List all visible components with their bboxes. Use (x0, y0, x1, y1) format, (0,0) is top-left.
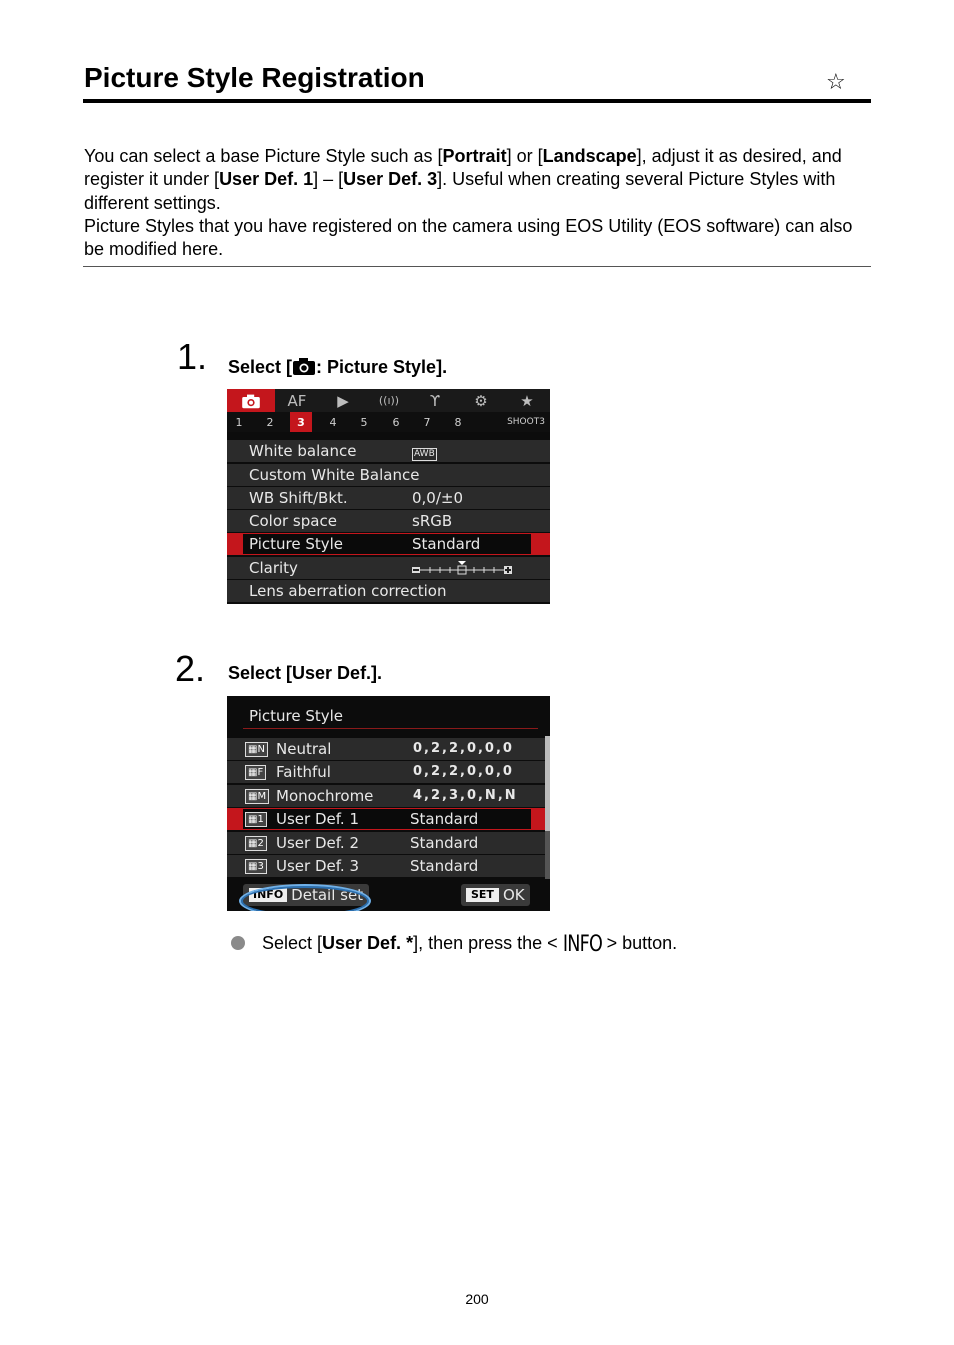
tab-my-menu[interactable]: ★ (520, 391, 534, 410)
shoot-label: SHOOT3 (507, 417, 545, 427)
subtab-5[interactable]: 5 (360, 415, 368, 429)
style-badge-icon: ▦F (245, 765, 266, 780)
style-badge-icon: ▦M (245, 789, 269, 804)
intro-text-part: ] or [ (506, 146, 543, 166)
style-row-user-def-1[interactable] (227, 808, 545, 830)
badge-text: 1 (257, 814, 264, 825)
awb-icon: AWB (414, 449, 435, 459)
clarity-scale-icon (412, 561, 512, 575)
step-1-text-a: Select [ (228, 357, 293, 377)
subtab-7[interactable]: 7 (423, 415, 431, 429)
style-row-user-def-3[interactable] (227, 855, 545, 877)
tab-af[interactable]: AF (287, 391, 307, 410)
step-2-dot: . (195, 648, 206, 689)
style-label: Neutral (276, 740, 332, 758)
step-1-number: 1 (177, 336, 198, 377)
bullet-text-d: > button. (606, 933, 678, 953)
menu-row-label: White balance (249, 442, 357, 460)
camera-icon (241, 393, 261, 409)
menu-row-label: Color space (249, 512, 337, 530)
style-label: Monochrome (276, 787, 374, 805)
step-1-instruction (228, 356, 447, 378)
style-label: Faithful (276, 763, 331, 781)
menu-row-label: Clarity (249, 559, 298, 577)
tab-custom[interactable]: ⚙ (474, 391, 488, 410)
tab-playback[interactable]: ▶ (337, 391, 349, 410)
subtab-2[interactable]: 2 (266, 415, 274, 429)
step-1-text-b: : Picture Style]. (316, 357, 448, 377)
term-user-def-3: User Def. 3 (343, 169, 438, 190)
header-divider (243, 728, 538, 729)
subtab-3[interactable]: 3 (290, 412, 312, 432)
ok-button[interactable] (461, 884, 530, 906)
menu-row-picture-style[interactable] (227, 533, 550, 555)
step-2-number: 2 (175, 648, 196, 689)
bullet-icon (231, 936, 245, 950)
title-rule (83, 99, 871, 103)
menu-row-custom-wb[interactable] (227, 464, 550, 486)
badge-text: N (257, 744, 265, 755)
tab-shooting[interactable] (227, 389, 275, 412)
page-number: 200 (465, 1291, 489, 1307)
menu-row-white-balance[interactable] (227, 440, 550, 462)
subtab-4[interactable]: 4 (329, 415, 337, 429)
badge-text: F (257, 767, 264, 778)
intro-text-part: ] – [ (313, 169, 344, 190)
detail-set-label: Detail set (291, 886, 364, 904)
style-row-neutral[interactable] (227, 738, 545, 760)
bullet-text-a: Select [ (262, 933, 323, 953)
menu-row-label: WB Shift/Bkt. (249, 489, 348, 507)
term-user-def-any: User Def. * (322, 933, 414, 953)
picture-style-header (227, 696, 550, 732)
tab-wireless[interactable]: ((ı)) (378, 394, 400, 407)
menu-subtab-bar (227, 412, 550, 432)
star-icon: ☆ (826, 70, 846, 95)
menu-row-wb-shift[interactable] (227, 487, 550, 509)
menu-row-value: 0,0/±0 (412, 489, 464, 507)
menu-row-value: Standard (412, 535, 481, 553)
menu-row-label: Lens aberration correction (249, 582, 447, 600)
menu-row-label: Custom White Balance (249, 466, 420, 484)
style-badge-icon: ▦1 (245, 812, 267, 827)
badge-text: M (257, 791, 267, 802)
bullet-instruction (262, 932, 677, 957)
set-key-label: SET (466, 888, 499, 902)
style-row-faithful[interactable] (227, 761, 545, 783)
intro-text-part: ]. Useful when creating several Picture Styles with different settings. (84, 169, 836, 213)
style-badge-icon: ▦2 (245, 836, 267, 851)
subtab-1[interactable]: 1 (235, 415, 243, 429)
menu-row-label: Picture Style (249, 535, 344, 553)
style-base: Standard (410, 857, 479, 875)
menu-tab-bar (227, 389, 550, 412)
style-values: 4,2,3,0,N,N (413, 788, 518, 803)
style-badge-icon: ▦3 (245, 859, 267, 874)
intro-text-part: You can select a base Picture Style such as [ (84, 146, 443, 166)
menu-row-clarity[interactable] (227, 557, 550, 579)
style-values: 0,2,2,0,0,0 (413, 741, 514, 756)
step-1-dot: . (197, 336, 208, 377)
term-portrait: Portrait (442, 146, 507, 166)
info-button-icon: INFO (562, 932, 602, 957)
highlight-ring (239, 884, 371, 911)
subtab-8[interactable]: 8 (454, 415, 462, 429)
subtab-6[interactable]: 6 (392, 415, 400, 429)
intro-text (84, 145, 874, 261)
info-key-label: INFO (249, 888, 287, 902)
style-label: User Def. 3 (276, 857, 360, 875)
menu-row-lens-aberration[interactable] (227, 580, 550, 602)
tab-setup[interactable]: ϒ (429, 391, 441, 410)
camera-icon (292, 356, 316, 376)
style-row-monochrome[interactable] (227, 785, 545, 807)
intro-text-part: ], adjust it as desired, and register it under [ (84, 146, 842, 190)
bullet-text-c: ], then press the < (413, 933, 558, 953)
screen-title: Picture Style (249, 707, 344, 725)
style-label: User Def. 2 (276, 834, 360, 852)
ok-label: OK (502, 886, 525, 904)
page-title: Picture Style Registration (84, 62, 425, 93)
style-base: Standard (410, 810, 479, 828)
term-user-def-1: User Def. 1 (219, 169, 314, 190)
step-2-instruction: Select [User Def.]. (228, 663, 383, 683)
badge-text: 2 (257, 838, 264, 849)
style-row-user-def-2[interactable] (227, 832, 545, 854)
style-values: 0,2,2,0,0,0 (413, 764, 514, 779)
menu-row-value: sRGB (412, 512, 453, 530)
camera-menu-screen-2 (227, 696, 550, 911)
camera-menu-screen-1 (227, 389, 550, 604)
menu-row-color-space[interactable] (227, 510, 550, 532)
badge-text: 3 (257, 861, 264, 872)
style-label: User Def. 1 (276, 810, 360, 828)
intro-paragraph-2: Picture Styles that you have registered on the camera using EOS Utility (EOS software) can also be modified here. (84, 215, 853, 260)
intro-rule (83, 266, 871, 267)
term-landscape: Landscape (542, 146, 637, 166)
style-base: Standard (410, 834, 479, 852)
menu-row-value (412, 442, 437, 461)
scrollbar-thumb[interactable] (545, 736, 550, 831)
style-badge-icon: ▦N (245, 742, 268, 757)
